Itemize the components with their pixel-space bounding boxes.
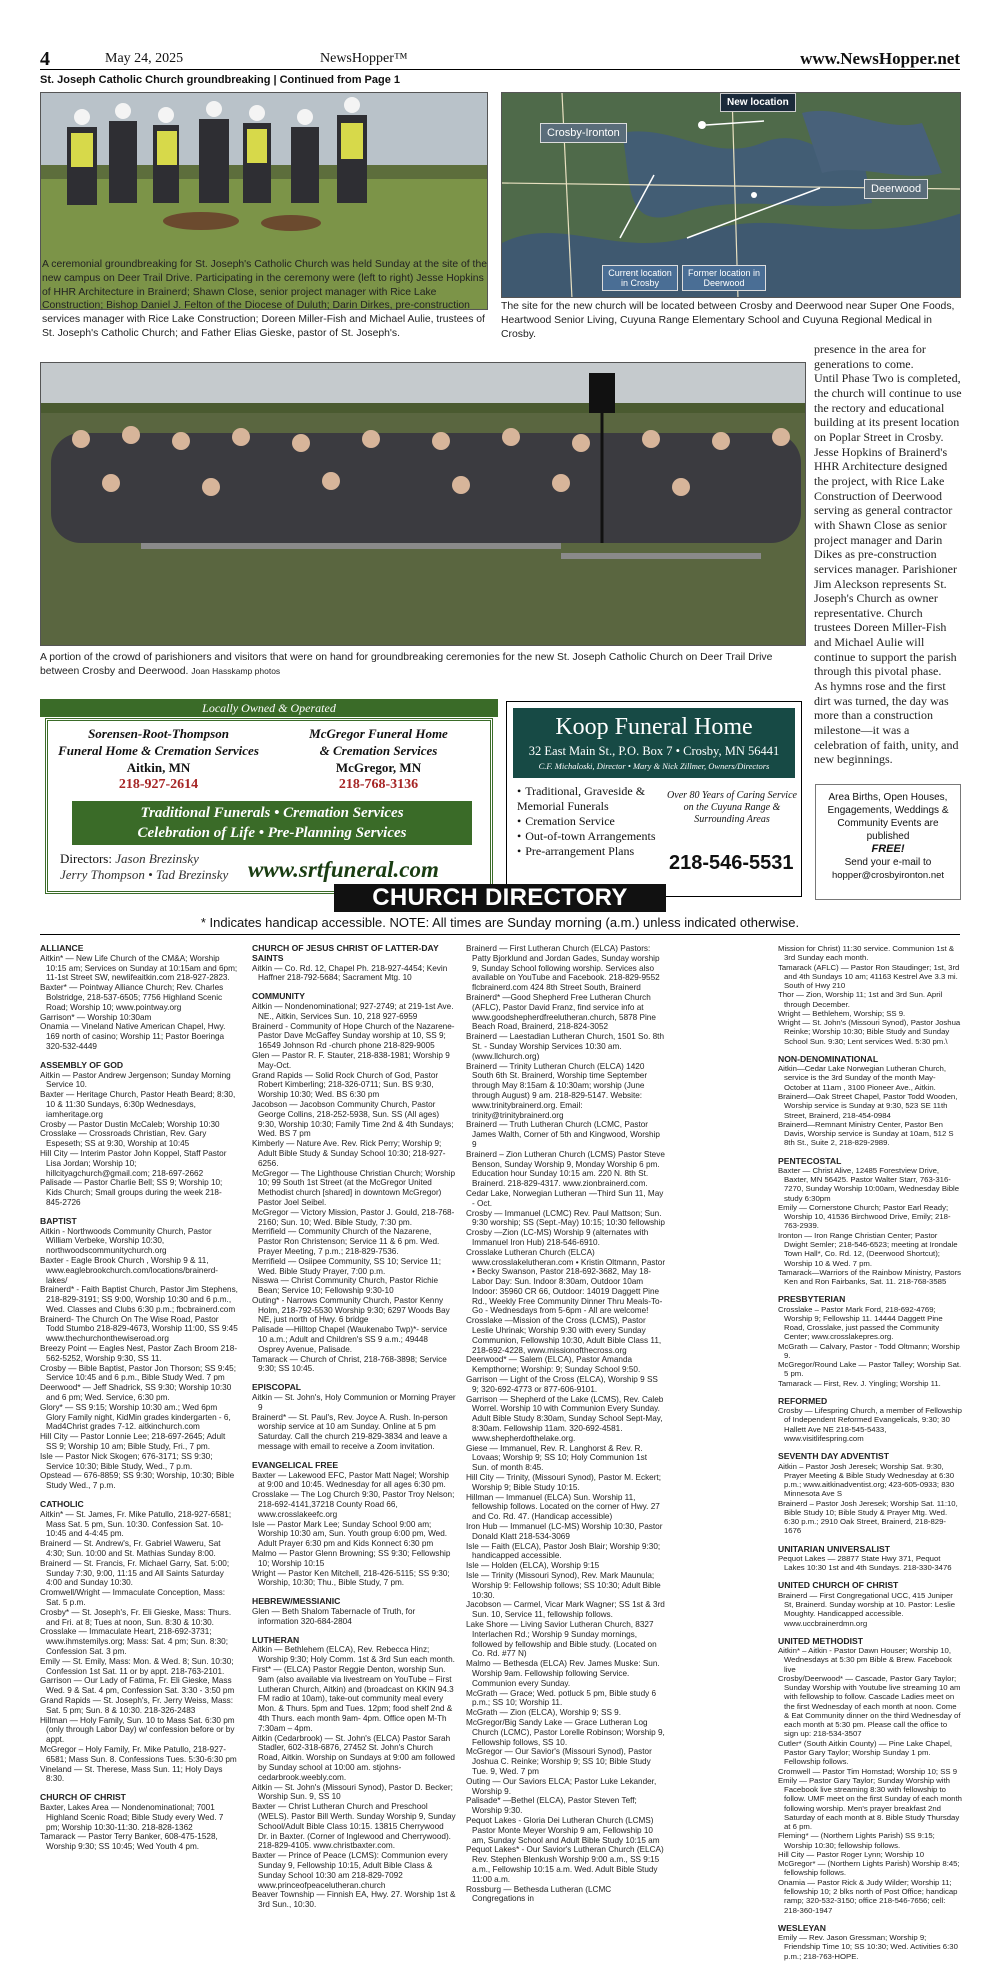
church-listing: Hillman — Immanuel (ELCA) Sun. Worship 11, fellowship follows. Located on the corner of Hwy. 27 and Co. Rd. 47. (Handicap accessible) — [466, 1492, 660, 1522]
church-listing: Brainerd - Community of Hope Church of the Nazarene- Pastor Dave McGaffey Sunday worship at 10, SS 9; 16549 Johnson Rd -church phone 218-829-9005 — [252, 1021, 455, 1051]
srt-services: Funeral Home & Cremation Services — [58, 743, 259, 758]
denomination-heading: ASSEMBLY OF GOD — [40, 1059, 124, 1070]
church-listing: Baxter — Prince of Peace (LCMS): Communion every Sunday 9, Fellowship 10:15, Adult Bible Class & Sunday School 10:30 am 218-829-7092 www.princeofpeacelutheran.church — [252, 1851, 448, 1890]
church-listing: Brainerd — St. Francis, Fr. Michael Garry, Sat. 5:00; Sunday 7:30, 9:00, 11:15 and All Saints Saturday 4:00 and Sunday 10:30. — [40, 1558, 230, 1588]
church-listing: Brainerd — First Congregational UCC, 415 Juniper St, Brainerd. Sunday worship at 10. Pastor: Leslie Moughty. Handicapped accessible. www.uccbrainerdmn.org — [778, 1590, 956, 1628]
location-map — [501, 92, 961, 298]
church-listing: McGrath — Calvary, Pastor - Todd Oltmann; Worship 9. — [778, 1341, 960, 1360]
denomination-heading: UNITED METHODIST — [778, 1635, 863, 1646]
denomination-heading: CATHOLIC — [40, 1499, 84, 1510]
directors-label: Directors: — [60, 851, 112, 866]
denomination-heading: BAPTIST — [40, 1215, 77, 1226]
church-listing: Merrifield — Osiipee Community, SS 10; Service 11; Wed. Bible Study Prayer, 7:00 p.m. — [252, 1256, 441, 1276]
map-caption: The site for the new church will be located between Crosby and Deerwood near Super One Foods, Heartwood Senior Living, Cuyuna Range Elementary School and Cuyuna Regional Medical in Crosby. — [501, 301, 955, 340]
church-listing: Crosby/Deerwood* — Cascade, Pastor Gary Taylor; Sunday Worship with Youtube live streaming 10 am with fellowship to follow. Cascade Ladies meet on the first Wednesday of each month at noon. Come & Eat Community dinner on the third Wednesday of each month at 5:30 pm. Please call the office to sign up: 218-534-3507 — [778, 1673, 961, 1739]
church-listing: Nisswa — Christ Community Church, Pastor Richie Bean; Service 10; Fellowship 9:30-10 — [252, 1276, 439, 1296]
church-listing: Brainerd—Remnant Ministry Center, Pastor Ben Davis, Worship service is Sunday at 10am, 512 S 8th St., Suite 2, 218-829-2989. — [778, 1119, 954, 1148]
church-listing: Brainerd* - Faith Baptist Church, Pastor Jim Stephens, 218-829-3191; SS 9:00, Worship 10:30 and 6 p.m., Wed. Classes and Clubs 6:30 p.m.; fbcbrainerd.com — [40, 1285, 238, 1314]
church-listing: Aitkin* — St. James, Fr. Mike Patullo, 218-927-6581; Mass Sat. 5 pm, Sun. 10:30. Confession Sat. 10-10:45 and 4-4:45 pm. — [40, 1509, 232, 1539]
church-listing: McGregor — Victory Mission, Pastor J. Gould, 218-768-2160; Sun. 10; Wed. Bible Study, 7:30 pm. — [252, 1207, 455, 1227]
publication-name: NewsHopper™ — [320, 51, 408, 66]
koop-phone: 218-546-5531 — [669, 852, 794, 874]
church-listing: Grand Rapids — St. Joseph's, Fr. Jerry Weiss, Mass: Sat. 5 pm; Sun. 8 & 10:30. 218-326-2483 — [40, 1695, 233, 1715]
church-listing: Cromwell/Wright — Immaculate Conception, Mass: Sat. 5 p.m. — [40, 1588, 226, 1607]
church-listing: Crosby — Bible Baptist, Pastor Jon Thorson; SS 9:45; Service 10:45 and 6 p.m., Bible Study Wed. 7 pm — [40, 1363, 236, 1383]
church-listing: Crosslake Lutheran Church (ELCA) www.crosslakelutheran.com • Kristin Oltmann, Pastor • Becky Swanson, Pastor 218-692-3682, May 18-Labor Day: Sun. Indoor 8:30am, Outdoor 10am Indoor: 35960 CR 66, Outdoor: 14019 Daggett Pine Rd., Weekly Free Community Dinner Thru Meals-To-Go - Wednesdays from 5-6pm - All are welcome! — [466, 1247, 666, 1316]
church-listing: Kimberly — Nature Ave. Rev. Rick Perry; Worship 9; Adult Bible Study & Sunday School 10:30; 218-927-6256. — [252, 1139, 446, 1168]
church-listing: Palisade* —Bethel (ELCA), Pastor Steven Teff; Worship 9:30. — [466, 1796, 637, 1816]
church-listing: Vineland — St. Therese, Mass Sun. 11; Holy Days 8:30. — [40, 1764, 223, 1784]
denomination-heading: COMMUNITY — [252, 991, 305, 1002]
mcgregor-phone: 218-768-3136 — [338, 777, 419, 792]
church-listing: Hill City — Pastor Lonnie Lee; 218-697-2645; Adult SS 9; Worship 10 am; Bible Study, Fri., 7 pm. — [40, 1432, 226, 1452]
directors-line1: Jason Brezinsky — [115, 851, 199, 866]
church-listing: Glen — Beth Shalom Tabernacle of Truth, for information 320-684-2804 — [252, 1607, 416, 1626]
church-listing: Opstead — 676-8859; SS 9:30; Worship, 10:30; Bible Study Wed., 7 p.m. — [40, 1471, 235, 1491]
story-paragraph: As hymns rose and the first dirt was turned, the day was more than a construction milestone—it was a celebration of faith, unity, and new beginnings. — [814, 679, 959, 767]
church-listing: Fleming* — (Northern Lights Parish) SS 9:15; Worship 10:30; fellowship follows. — [778, 1831, 935, 1850]
church-listing: Crosslake — Immaculate Heart, 218-692-3731; www.ihmstemilys.org; Mass: Sat. 4 pm; Sun. 8:30; Confession Sat. 3 pm. — [40, 1627, 229, 1656]
church-listing: Isle — Trinity (Missouri Synod), Rev. Mark Maunula; Worship 9: Fellowship follows; SS 10:30; Adult Bible 10:30. — [466, 1571, 661, 1600]
church-listing: Brainerd—Oak Street Chapel, Pastor Todd Wooden, Worship service is Sunday at 9:30, 523 SE 11th Street, Brainerd, 218-454-0984 — [778, 1091, 958, 1120]
groundbreaking-photo-caption: A ceremonial groundbreaking for St. Joseph's Catholic Church was held Sunday at the site of the new campus on Deer Trail Drive. Participating in the ceremony were (left to right) Jesse Hopkins of HHR Architecture in Brainerd; Shawn Close, senior project manager with Rice Lake Construction; Bishop Daniel J. Felton of the Diocese of Duluth; Darin Dirkes, pre-construction services manager with Rice Lake Construction; Doreen Miller-Fish and Michael Aulie, trustees of St. Joseph's Catholic Church; and Father Elias Gieske, pastor of St. Joseph's. — [42, 259, 487, 339]
church-listing: Malmo — Bethesda (ELCA) Rev. James Muske: Sun. Worship 9am. Fellowship following Service. Communion every Sunday. — [466, 1659, 660, 1688]
church-listing: Aitkin - Northwoods Community Church, Pastor William Verbeke, Worship 10:30, northwoodscommunitychurch.org — [40, 1226, 212, 1256]
srt-banner — [72, 801, 472, 845]
directory-column-1 — [40, 944, 238, 1852]
church-listing: Crosby —Zion (LC-MS) Worship 9 (alternates with Immanuel Iron Hub) 218-546-6910. — [466, 1228, 649, 1247]
church-listing: Cedar Lake, Norwegian Lutheran —Third Sun 11, May - Oct. — [466, 1188, 664, 1208]
koop-header — [513, 708, 795, 778]
church-listing: Isle — Pastor Nick Skogen; 676-3171; SS 9:30; Service 10:30; Bible Study, Wed., 7 p.m. — [40, 1451, 213, 1471]
church-listing: Emily — Rev. Jason Gressman; Worship 9; Friendship Time 10; SS 10:30; Wed. Activities 6:30 p.m.; 218-763-HOPE. — [778, 1933, 958, 1961]
srt-left-block — [56, 725, 261, 793]
church-listing: Lake Shore — Living Savior Lutheran Church, 8327 Interlachen Rd.; Worship 9 Sunday mornings, followed by fellowship and Bible study. (Located on Co. Rd. #77 N) — [466, 1619, 657, 1659]
koop-address: 32 East Main St., P.O. Box 7 • Crosby, MN 56441 — [528, 744, 780, 758]
website-link[interactable]: www.NewsHopper.net — [800, 49, 960, 68]
church-listing: Garrison — Light of the Cross (ELCA), Worship 9 SS 9; 320-692-4773 or 877-606-9101. — [466, 1375, 658, 1394]
story-paragraph: Until Phase Two is completed, the church will continue to use the rectory and educational building at its present location on Poplar Street in Crosby. — [814, 371, 962, 444]
map-label-crosby-ironton: Crosby-Ironton — [540, 123, 627, 143]
church-listing: Wright — St. John's (Missouri Synod), Pastor Joshua Reinke; Worship 10:30; Bible Study and Sunday School Sun. 9:30; Lent services Wed. 5:30 pm.\ — [778, 1018, 961, 1046]
church-listing: Aitkin – Pastor Josh Jeresek; Worship Sat. 9:30, Prayer Meeting & Bible Study Wednesday at 6:30 p.m.; www.aitkinadventist.org; 423-605-0933; 830 Minnesota Ave S — [778, 1461, 955, 1499]
church-listing: Aitkin — Co. Rd. 12, Chapel Ph. 218-927-4454; Kevin Haffner 218-792-5684; Sacrament Mtg. 10 — [252, 963, 448, 983]
church-listing: Crosslake – Pastor Mark Ford, 218-692-4769; Worship 9; Fellowship 11. 14444 Daggett Pine Road, Crosslake, just passed the Community Center; www.crosslakepres.org. — [778, 1304, 943, 1342]
mcgregor-city: McGregor, MN — [335, 760, 422, 775]
srt-city: Aitkin, MN — [126, 760, 191, 775]
church-listing: Wright — Pastor Ken Mitchell, 218-426-5115; SS 9:30; Worship, 10:30; Thu., Bible Study, 7 pm. — [252, 1568, 450, 1588]
church-listing: Cutler* (South Aitkin County) — Pine Lake Chapel, Pastor Gary Taylor; Worship Sunday 1 pm. Fellowship follows. — [778, 1738, 953, 1767]
issue-date: May 24, 2025 — [105, 51, 184, 66]
crowd-caption-text: A portion of the crowd of parishioners and visitors that were on hand for groundbreaking ceremonies for the new St. Joseph Catholic Church on Deer Trail Drive between Crosby and Deerwood. — [40, 652, 773, 677]
denomination-heading: PRESBYTERIAN — [778, 1294, 846, 1305]
church-listing: Beaver Township — Finnish EA, Hwy. 27. Worship 1st & 3rd Sun., 10:30. — [252, 1890, 456, 1910]
church-listing: Aitkin (Cedarbrook) — St. John's (ELCA) Pastor Sarah Stadler, 602-318-6876, 27452 St. John's Church Road, Aitkin. Worship on Sundays at 9:00 am followed by Sunday school at 10:00 am. stjohns-cedarbrook.weebly.com. — [252, 1733, 455, 1782]
mcgregor-services: & Cremation Services — [319, 743, 438, 758]
church-listing: Isle — Faith (ELCA), Pastor Josh Blair; Worship 9:30; handicapped accessible. — [466, 1541, 661, 1561]
church-listing: Brainerd — Laestadian Lutheran Church, 1501 So. 8th St. - Sunday Worship Services 10:30 am. (www.llchurch.org) — [466, 1032, 664, 1061]
directors-line2: Jerry Thompson • Tad Brezinsky — [60, 867, 229, 882]
banner-line2: Celebration of Life • Pre-Planning Services — [137, 825, 407, 841]
church-listing: Emily — Pastor Gary Taylor; Sunday Worship with Facebook live streaming 8:30 with fellowship to follow. UMF meet on the first Sunday of each month following worship. Men's prayer breakfast 2nd Saturday of each month at 8. Bible Study Thursday at 6 pm. — [778, 1775, 962, 1832]
church-listing: Crosby — Immanuel (LCMC) Rev. Paul Mattson; Sun. 9:30 worship; SS (Sept.-May) 10:15; 10:30 fellowship — [466, 1208, 665, 1228]
church-listing: Aitkin — Nondenominational; 927-2749; at 219-1st Ave. NE., Aitkin, Services Sun. 10, 218 927-6959 — [252, 1001, 454, 1021]
church-listing: Cromwell — Pastor Tim Homstad; Worship 10; SS 9 — [778, 1766, 958, 1776]
community-events-box — [815, 784, 961, 900]
church-listing: Crosby* — St. Joseph's, Fr. Eli Gieske, Mass: Thurs. and Fri. at 8; Tues at noon, Sun. 8:30 & 10:30. — [40, 1607, 232, 1627]
church-listing: Aitkin — Pastor Andrew Jergenson; Sunday Morning Service 10. — [40, 1070, 231, 1090]
church-listing: Pequot Lakes — 28877 State Hwy 371, Pequot Lakes 10:30 1st and 4th Sundays. 218-330-3476 — [778, 1553, 952, 1573]
church-listing: Crosby — Lifespring Church, a member of Fellowship of Independent Reformed Evangelicals, 9:30; 30 Hallett Ave NE 218-545-5433, www.visitlifespring.com — [778, 1406, 962, 1444]
page-number: 4 — [40, 48, 50, 70]
church-listing: Crosby — Pastor Dustin McCaleb; Worship 10:30 — [40, 1119, 220, 1129]
photo-credit: Joan Hasskamp photos — [191, 665, 281, 676]
mcgregor-name: McGregor Funeral Home — [309, 726, 448, 741]
events-free: FREE! — [871, 843, 905, 855]
church-listing: Giese — Immanuel, Rev. R. Langhorst & Rev. R. Lovaas; Worship 9; SS 10; Holy Communion 1st Sun. of month 8:45. — [466, 1443, 648, 1473]
church-listing: Garrison — Shepherd of the Lake (LCMS), Rev. Caleb Worrel. Worship 10 with Communion Every Sunday. Adult Bible Study 8:30am, Sunday School Sept-May, 8:30am. Fellowship 11am. 320-692-4581. www.shepherdofthelake.org. — [466, 1394, 664, 1443]
church-listing: Brainerd – Zion Lutheran Church (LCMS) Pastor Steve Benson, Sunday Worship 9, Monday Worship 6 pm. Education hour Sunday 10:15 am. 220 N. 8th St. Brainerd. 218-829-4317. www.zionbrainerd.com. — [466, 1149, 665, 1189]
map-label-former-location: Former location in Deerwood — [682, 265, 766, 291]
map-label-deerwood: Deerwood — [864, 179, 928, 199]
denomination-heading: PENTECOSTAL — [778, 1155, 842, 1166]
church-listing: Crosslake — Crossroads Christian, Rev. Gary Espeseth; SS at 9:30, Worship at 10:45 — [40, 1129, 207, 1149]
church-listing: Outing — Our Saviors ELCA; Pastor Luke Lekander, Worship 9. — [466, 1776, 657, 1796]
church-listing: Emily — St. Emily, Mass: Mon. & Wed. 8; Sun. 10:30; Confession 1st Sat. 11 or by appt. 218-763-2101. — [40, 1656, 234, 1676]
church-listing: Thor — Zion, Worship 11; 1st and 3rd Sun. April through December. — [778, 990, 943, 1009]
church-listing: Brainerd — First Lutheran Church (ELCA) Pastors: Patty Bjorklund and Jordan Gades, Sunday worship 9, Sunday School following worship. Services also available on YouTube and Facebook. 218-829-9552 flcbrainerd.com 424 8th Street South, Brainerd — [466, 944, 660, 993]
page-header — [40, 44, 960, 70]
church-listing: Isle — Holden (ELCA), Worship 9:15 — [466, 1561, 600, 1571]
church-listing: Baxter — Lakewood EFC, Pastor Matt Nagel; Worship at 9:00 and 10:45. Wednesday for all ages 6:30 pm. — [252, 1470, 449, 1490]
denomination-heading: REFORMED — [778, 1395, 828, 1406]
denomination-heading: UNITARIAN UNIVERSALIST — [778, 1543, 891, 1554]
church-listing: Pequot Lakes - Gloria Dei Lutheran Church (LCMS) Pastor Monte Meyer Worship 9 am, Fellowship 10 am, Sunday School and Adult Bible Study 10:15 am — [466, 1815, 660, 1845]
map-label-current-location: Current location in Crosby — [602, 265, 678, 291]
church-listing: Onamia — Pastor Rick & Judy Wilder; Worship 11; fellowship 10; 2 blks north of Post Office; handicap ramp; 320-532-3150; office 218-546-7656; cell: 218-360-1947 — [778, 1877, 958, 1915]
church-listing: Baxter — Christ Alive, 12485 Forestview Drive, Baxter, MN 56425. Pastor Walter Starr, 763-316-7270, Sunday Worship 10:00am, Wednesday Bible study 6:30pm — [778, 1165, 960, 1203]
church-listing: McGregor/Round Lake — Pastor Talley; Worship Sat. 5 pm. — [778, 1360, 962, 1379]
church-listing: Rossburg — Bethesda Lutheran (LCMC Congregations in — [466, 1884, 612, 1904]
church-listing: Tamarack (AFLC) — Pastor Ron Staudinger; 1st, 3rd and 4th Sundays 10 am; 41163 Kestrel Ave 3.3 mi. South of Hwy 210 — [778, 962, 960, 991]
srt-website[interactable]: www.srtfuneral.com — [248, 857, 439, 882]
directory-note: * Indicates handicap accessible. NOTE: All times are Sunday morning (a.m.) unless indicated otherwise. — [40, 915, 960, 935]
crowd-photo-caption — [40, 651, 806, 679]
church-listing: Aitkin — St. John's, Holy Communion or Morning Prayer 9 — [252, 1393, 456, 1412]
crowd-photo — [40, 362, 806, 646]
church-listing: Crosslake — The Log Church 9:30, Pastor Troy Nelson; 218-692-4141,37218 County Road 66, www.crosslakeefc.org — [252, 1490, 455, 1519]
denomination-heading: CHURCH OF JESUS CHRIST OF LATTER-DAY SAINTS — [252, 943, 439, 963]
srt-funeral-ad — [40, 699, 498, 899]
church-listing: Deerwood* — Jeff Shadrick, SS 9:30; Worship 10:30 and 6 pm; Wed. Service, 6:30 pm. — [40, 1383, 232, 1403]
church-listing: Emily — Cornerstone Church; Pastor Earl Ready; Worship 10, 41536 Birchwood Drive, Emily; 218-763-2939. — [778, 1202, 951, 1231]
church-listing: Outing* - Narrows Community Church, Pastor Kenny Holm, 218-792-5530 Worship 9:30; 6297 Woods Bay NE, just north of Hwy. 6 bridge — [252, 1295, 450, 1325]
denomination-heading: ALLIANCE — [40, 943, 84, 953]
church-listing: Aitkin—Cedar Lake Norwegian Lutheran Church, service is the 3rd Sunday of the month May-October at 11am , 3100 Pioneer Ave., Aitkin. — [778, 1064, 947, 1092]
events-line2: Send your e-mail to — [844, 857, 932, 868]
church-listing: Aitkin* — New Life Church of the CM&A; Worship 10:15 am; Services on Sunday at 10:15am and 6pm; 11-1st Street SW, newlifeaitkin.com 218-927-2823. — [40, 953, 238, 983]
church-listing: Onamia — Vineland Native American Chapel, Hwy. 169 north of casino; Worship 11; Pastor Boeringa 320-532-4449 — [40, 1022, 226, 1051]
church-listing: Ironton — Iron Range Christian Center; Pastor Dwight Semler; 218-546-6523; meeting at Irondale Town Hall*, Co. Rd. 12, (Deerwood Shortcut); Worship 10 & Wed. 7 pm. — [778, 1230, 958, 1268]
church-listing: Brainerd — Trinity Lutheran Church (ELCA) 1420 South 6th St. Brainerd, Worship time September through May 8:15am & 10:30am; worship (June through August) 9 am. 218-829-5147. Website: www.trinitybrainerd.org. Email: trinity@trinitybrainerd.org — [466, 1061, 648, 1120]
church-listing: Grand Rapids — Solid Rock Church of God, Pastor Robert Kimberling; 218-326-0711; Sun. BS 9:30, Worship 10:30; Wed. BS 6:30 pm — [252, 1070, 439, 1100]
map-label-new-location: New location — [720, 93, 796, 112]
church-listing: Baxter, Lakes Area — Nondenominational; 7001 Highland Scenic Road; Bible Study every Wed. 7 pm; Worship 10:30-11:30. 218-828-1362 — [40, 1802, 224, 1832]
denomination-heading: NON-DENOMINATIONAL — [778, 1053, 879, 1064]
church-listing: Hill City — Pastor Roger Lynn; Worship 10 — [778, 1849, 925, 1859]
story-paragraph: presence in the area for generations to come. — [814, 342, 926, 371]
church-listing: Brainerd — St. Andrew's, Fr. Gabriel Waweru, Sat 4:30; Sun. 10:00 and St. Mathias Sunday 8:00. — [40, 1539, 221, 1559]
church-listing: Iron Hub — Immanuel (LC-MS) Worship 10:30, Pastor Donald Klatt 218-534-3069 — [466, 1522, 663, 1541]
church-listing: Tamarack — First, Rev. J. Yingling; Worship 11. — [778, 1378, 941, 1388]
story-paragraph: Jesse Hopkins of Brainerd's HHR Architecture designed the project, with Rice Lake Construction of Deerwood serving as general contractor with Shawn Close as senior project manager and Darin Dikes as pre-construction services manager. Parishioner Jim Aleckson represents St. Joseph's Church as owner representative. Church trustees Doreen Miller-Fish and Michael Aulie will continue to support the parish through this pivotal phase. — [814, 444, 957, 679]
church-listing: Hill City — Trinity, (Missouri Synod), Pastor M. Eckert; Worship 9; Bible Study 10:15. — [466, 1473, 662, 1492]
church-listing: Glory* — SS 9:15; Worship 10:30 am.; Wed 6pm Glory Family night, KidMin grades kindergarten - 6, Mad4Christ grades 7-12. aitkinchurch.com — [40, 1402, 231, 1432]
church-listing: Pequot Lakes* - Our Savior's Lutheran Church (ELCA) Rev. Stephen Blenkush Worship 9:00 a.m., SS 9:15 a.m., Fellowship 10:15 a.m. Wed. Adult Bible Study 11:00 a.m. — [466, 1845, 664, 1884]
church-listing: Hillman — Holy Family, Sun. 10 to Mass Sat. 6:30 pm (only through Labor Day) w/ confession before or by appt. — [40, 1715, 235, 1745]
directory-column-2 — [252, 944, 456, 1910]
list-item: • Pre-arrangement Plans — [517, 844, 667, 859]
list-item: • Cremation Service — [517, 814, 667, 829]
koop-tagline: Over 80 Years of Caring Service on the Cuyuna Range & Surrounding Areas — [667, 790, 797, 825]
church-listing: Baxter - Eagle Brook Church , Worship 9 & 11, www.eaglebrookchurch.com/locations/brainerd-lakes/ — [40, 1255, 219, 1285]
denomination-heading: LUTHERAN — [252, 1634, 300, 1645]
church-listing: Brainerd — Truth Lutheran Church (LCMC, Pastor James Walth, Corner of 5th and Kingwood, Worship 9 — [466, 1120, 660, 1149]
koop-funeral-ad — [506, 701, 802, 897]
list-item: • Out-of-town Arrangements — [517, 829, 667, 844]
church-listing: Breezy Point — Eagles Nest, Pastor Zach Broom 218-562-5252, Worship 9:30, SS 11. — [40, 1344, 238, 1363]
church-listing: McGregor — The Lighthouse Christian Church; Worship 10; 99 South 1st Street (at the McGregor United Methodist church [shared] in downtown McGregor) Pastor Joel Seibel. — [252, 1168, 456, 1207]
church-listing: Hill City — Interim Pastor John Koppel, Staff Pastor Lisa Jordan; Worship 10; hillcityagchurch@gmail.com; 218-697-2662 — [40, 1148, 227, 1178]
church-listing: Tamarack—Warriors of the Rainbow Ministry, Pastors Ken and Ron Fairbanks, Sat. 11. 218-768-3585 — [778, 1267, 962, 1287]
church-listing: Wright — Bethlehem, Worship; SS 9. — [778, 1008, 906, 1018]
church-listing: Glen — Pastor R. F. Stauter, 218-838-1981; Worship 9 May-Oct. — [252, 1050, 450, 1070]
denomination-heading: EVANGELICAL FREE — [252, 1459, 339, 1470]
church-listing: Crosslake —Mission of the Cross (LCMS), Pastor Leslie Uhrinak; Worship 9:30 with every Sunday Communion, Fellowship 10:30, Adult Bible Class 11, 218-692-4228, www.missionofthecross.org — [466, 1316, 662, 1355]
church-listing: Jacobson — Carmel, Vicar Mark Wagner; SS 1st & 3rd Sun. 10, Service 11, fellowship follows. — [466, 1600, 665, 1620]
ad-band: Locally Owned & Operated — [40, 699, 498, 717]
church-listing: Malmo — Pastor Glenn Browning; SS 9:30; Fellowship 10; Worship 10:15 — [252, 1549, 451, 1568]
church-listing: Tamarack — Pastor Terry Banker, 608-475-1528, Worship 9:30; SS 10:45; Wed Youth 4 pm. — [40, 1832, 218, 1852]
church-listing: Deerwood* — Salem (ELCA), Pastor Amanda Kempthorne; Worship: 9; Sunday School 9:50. — [466, 1355, 641, 1375]
mcgregor-block — [276, 725, 481, 793]
church-listing: McGrath — Grace; Wed. potluck 5 pm, Bible study 6 p.m.; SS 10; Worship 11. — [466, 1688, 657, 1708]
denomination-heading: WESLEYAN — [778, 1922, 826, 1933]
church-listing: Brainerd* — St. Paul's, Rev. Joyce A. Rush. In-person worship service at 10 am Sunday. Online at 5 pm Saturday. Call the church 219-829-3834 and leave a message with email to receive a Zoom invitation. — [252, 1412, 448, 1452]
denomination-heading: UNITED CHURCH OF CHRIST — [778, 1580, 899, 1591]
story-continuation — [814, 342, 962, 767]
church-listing: Garrison* — Worship 10:30am — [40, 1012, 152, 1022]
continuation-line: St. Joseph Catholic Church groundbreaking | Continued from Page 1 — [40, 74, 400, 86]
church-listing: McGregor/Big Sandy Lake — Grace Lutheran Log Church (LCMC), Pastor Lorelle Robinson; Worship 9, Fellowship follows, SS 10. — [466, 1717, 665, 1747]
church-listing: Palisade —Hilltop Chapel (Waukenabo Twp)*- service 10 a.m.; Adult and Children's SS 9 a.m.; 49448 Osprey Avenue, Palisade. — [252, 1325, 448, 1354]
denomination-heading: SEVENTH DAY ADVENTIST — [778, 1451, 889, 1462]
church-listing: Baxter* — Pointway Alliance Church; Rev. Charles Bolstridge, 218-537-6505; 7756 Highland Scenic Road; Worship 10; www.pointway.org — [40, 983, 224, 1012]
events-email[interactable]: hopper@crosbyironton.net — [831, 870, 945, 881]
directory-column-3 — [466, 944, 666, 1904]
church-listing: Garrison — Our Lady of Fatima, Fr. Eli Gieske, Mass Wed. 9 & Sat. 4 pm, Confession Sat. 3:30 - 3:50 pm — [40, 1676, 235, 1696]
church-listing: Baxter — Heritage Church, Pastor Heath Beard; 8:30, 10 & 11:30 Sundays, 6:30p Wednesdays, iamheritage.org — [40, 1090, 236, 1119]
koop-name: Koop Funeral Home — [555, 714, 753, 740]
church-listing: Brainerd* —Good Shepherd Free Lutheran Church (AFLC), Pastor David Franz, find service info at www.goodshepherdfreelutheran.church, 5878 Pine Beach Road, Brainerd, 218-824-3052 — [466, 992, 656, 1032]
directory-title: CHURCH DIRECTORY — [334, 884, 666, 912]
church-listing: First* — (ELCA) Pastor Reggie Denton, worship Sun. 9am (also available via livestream on YouTube – First Lutheran Church, Aitkin) and (broadcast on KKIN 94.3 FM radio at 10am), take-out community meal every Mon. & Thurs. 5pm and Tues. 12pm; food shelf 2nd & 4th Thurs. each month 9am- 4pm. Office open M-Th 7:30am – 4pm. — [252, 1664, 454, 1733]
church-listing: Tamarack — Church of Christ, 218-768-3898; Service 9:30; SS 10:45. — [252, 1354, 447, 1374]
church-listing: McGregor* — (Northern Lights Parish) Worship 8:45; fellowship follows. — [778, 1859, 960, 1878]
denomination-heading: EPISCOPAL — [252, 1382, 302, 1393]
church-listing: Aitkin — Bethlehem (ELCA), Rev. Rebecca Hinz; Worship 9:30; Holy Comm. 1st & 3rd Sun each month. — [252, 1645, 455, 1665]
church-listing: Brainerd – Pastor Josh Jeresek; Worship Sat. 11:10, Bible Study 10; Bible Study & Prayer Mtg. Wed. 6:30 p.m.; 2910 Oak Street, Brainerd, 218-829-1676 — [778, 1498, 958, 1536]
denomination-heading: CHURCH OF CHRIST — [40, 1792, 126, 1803]
church-listing: Merrifield — Community Church of the Nazarene, Pastor Ron Christenson; Service 11 & 6 pm. Wed. Prayer Meeting, 7 p.m.; 218-829-7536. — [252, 1227, 440, 1256]
church-listing: Isle — Pastor Mark Lee; Sunday School 9:00 am; Worship 10:30 am, Sun. Youth group 6:00 pm, Wed. Adult Prayer 6:30 pm and Kids Konnect 6:30 pm — [252, 1519, 448, 1549]
church-listing: Brainerd- The Church On The Wise Road, Pastor Todd Stumbo 218-829-4673, Worship 11:00, SS 9:45 www.thechurchonthewiseroad.org — [40, 1314, 238, 1344]
church-listing: McGregor – Holy Family, Fr. Mike Patullo, 218-927-6581; Mass Sun. 8. Confessions Tues. 5:30-6:30 pm — [40, 1744, 237, 1764]
koop-services — [517, 784, 667, 859]
list-item: • Traditional, Graveside & Memorial Funerals — [517, 784, 667, 814]
church-listing: McGrath — Zion (ELCA), Worship 9; SS 9. — [466, 1708, 622, 1718]
church-listing: Baxter — Christ Lutheran Church and Preschool (WELS). Pastor Bill Werth. Sunday Worship 9, Sunday School/Adult Bible Class 10:15. 13815 Cherrywood Dr. in Baxter. (Corner of Inglewood and Cherrywood). 218-829-4105. www.christbaxter.com. — [252, 1802, 456, 1851]
banner-line1: Traditional Funerals • Cremation Services — [140, 805, 404, 821]
church-listing: Aitkin — St. John's (Missouri Synod), Pastor D. Becker; Worship Sun. 9, SS 10 — [252, 1782, 453, 1802]
koop-owners: C.F. Michaloski, Director • Mary & Nick Zillmer, Owners/Directors — [538, 761, 770, 771]
srt-directors — [60, 851, 228, 883]
directory-column-4 — [778, 944, 962, 1961]
denomination-heading: HEBREW/MESSIANIC — [252, 1596, 341, 1607]
church-listing: Aitkin* – Aitkin - Pastor Dawn Houser; Worship 10, Wednesdays at 5:30 pm Bible & Brew. Facebook live — [778, 1646, 952, 1674]
srt-phone: 218-927-2614 — [118, 777, 199, 792]
church-listing: Mission for Christ) 11:30 service. Communion 1st & 3rd Sunday each month. — [778, 944, 955, 963]
church-listing: Palisade — Pastor Charlie Bell; SS 9; Worship 10; Kids Church; Small groups during the week 218-845-2726 — [40, 1178, 223, 1207]
church-listing: Jacobson — Jacobson Community Church, Pastor George Collins, 218-252-5938, Sun. SS (All ages) 9:30, Worship 10:30; Family Time 2nd & 4th Sundays; Wed. BS 7 pm — [252, 1099, 454, 1139]
events-line1: Area Births, Open Houses, Engagements, Weddings & Community Events are published — [827, 792, 949, 842]
srt-name: Sorensen-Root-Thompson — [88, 726, 229, 741]
church-listing: McGregor — Our Savior's (Missouri Synod), Pastor Joshua C. Reinke; Worship 9; SS 10; Bible Study Tue. 9, Wed. 7 pm — [466, 1747, 652, 1776]
